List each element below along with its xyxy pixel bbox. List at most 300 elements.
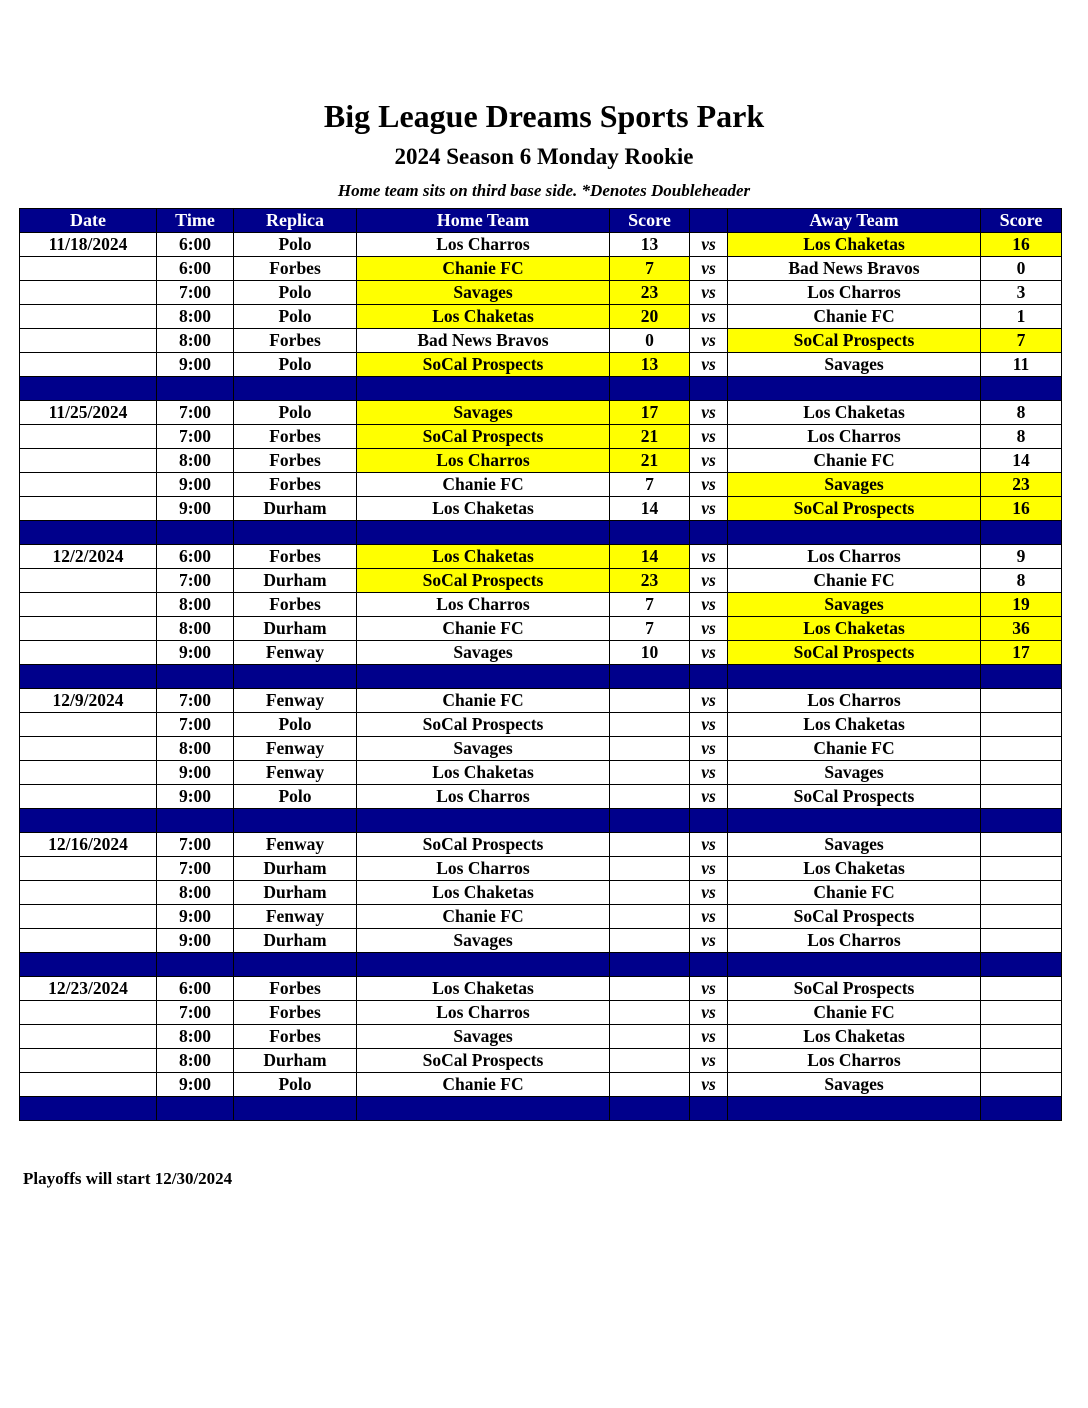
home-team-cell: Los Chaketas [357,761,610,785]
date-cell [20,1001,157,1025]
replica-cell: Forbes [234,1025,357,1049]
away-team-cell: Savages [728,761,981,785]
vs-cell: vs [690,737,728,761]
away-score-cell: 0 [981,257,1062,281]
away-team-cell: Chanie FC [728,305,981,329]
replica-cell: Fenway [234,689,357,713]
replica-cell: Durham [234,617,357,641]
vs-cell: vs [690,905,728,929]
table-row [20,401,1062,425]
vs-cell: vs [690,545,728,569]
home-score-cell [610,929,690,953]
table-row [20,1025,1062,1049]
home-team-cell: Chanie FC [357,689,610,713]
away-score-cell: 19 [981,593,1062,617]
away-score-cell: 8 [981,401,1062,425]
time-cell: 9:00 [157,473,234,497]
vs-cell: vs [690,689,728,713]
separator-cell [357,377,610,401]
separator-cell [234,1097,357,1121]
separator-cell [157,665,234,689]
home-team-cell: Los Charros [357,593,610,617]
table-row [20,473,1062,497]
replica-cell: Polo [234,1073,357,1097]
week-separator-row [20,1097,1062,1121]
date-cell [20,713,157,737]
home-team-cell: Los Chaketas [357,977,610,1001]
away-team-cell: Los Chaketas [728,401,981,425]
vs-cell: vs [690,449,728,473]
separator-cell [690,665,728,689]
time-cell: 6:00 [157,545,234,569]
time-cell: 7:00 [157,281,234,305]
table-row [20,329,1062,353]
time-cell: 7:00 [157,401,234,425]
away-team-cell: Los Chaketas [728,617,981,641]
table-row [20,761,1062,785]
home-team-cell: Los Chaketas [357,881,610,905]
separator-cell [690,521,728,545]
vs-cell: vs [690,353,728,377]
date-cell [20,353,157,377]
home-score-cell: 13 [610,233,690,257]
date-cell [20,857,157,881]
vs-cell: vs [690,761,728,785]
table-row [20,449,1062,473]
time-cell: 9:00 [157,929,234,953]
time-cell: 9:00 [157,905,234,929]
page-title: Big League Dreams Sports Park [323,98,765,134]
replica-cell: Durham [234,857,357,881]
away-team-cell: Bad News Bravos [728,257,981,281]
away-team-cell: SoCal Prospects [728,329,981,353]
time-cell: 8:00 [157,617,234,641]
away-team-cell: SoCal Prospects [728,977,981,1001]
separator-cell [157,521,234,545]
table-row [20,281,1062,305]
home-score-cell: 7 [610,617,690,641]
date-cell [20,425,157,449]
date-cell [20,641,157,665]
vs-cell: vs [690,233,728,257]
separator-cell [157,809,234,833]
away-team-cell: Chanie FC [728,737,981,761]
col-header-home-score: Score [610,209,690,233]
home-team-cell: Los Charros [357,233,610,257]
vs-cell: vs [690,1049,728,1073]
replica-cell: Durham [234,929,357,953]
col-header-replica: Replica [234,209,357,233]
home-score-cell [610,689,690,713]
home-team-cell: Savages [357,641,610,665]
away-score-cell [981,977,1062,1001]
replica-cell: Polo [234,353,357,377]
home-score-cell: 14 [610,545,690,569]
time-cell: 6:00 [157,257,234,281]
vs-cell: vs [690,569,728,593]
table-row [20,617,1062,641]
vs-cell: vs [690,641,728,665]
time-cell: 6:00 [157,977,234,1001]
away-score-cell: 23 [981,473,1062,497]
separator-cell [610,809,690,833]
vs-cell: vs [690,617,728,641]
home-score-cell: 7 [610,473,690,497]
home-score-cell [610,737,690,761]
col-header-time: Time [157,209,234,233]
home-score-cell: 14 [610,497,690,521]
replica-cell: Forbes [234,545,357,569]
separator-cell [728,521,981,545]
table-row [20,593,1062,617]
table-row [20,857,1062,881]
time-cell: 9:00 [157,353,234,377]
separator-cell [234,521,357,545]
date-cell [20,1025,157,1049]
away-team-cell: Los Charros [728,545,981,569]
home-score-cell: 10 [610,641,690,665]
separator-cell [981,809,1062,833]
date-cell: 12/9/2024 [20,689,157,713]
away-team-cell: Los Charros [728,425,981,449]
away-score-cell: 8 [981,425,1062,449]
vs-cell: vs [690,713,728,737]
home-team-cell: Los Charros [357,857,610,881]
away-team-cell: Chanie FC [728,1001,981,1025]
home-score-cell [610,977,690,1001]
home-team-cell: Chanie FC [357,1073,610,1097]
vs-cell: vs [690,497,728,521]
date-cell [20,497,157,521]
away-team-cell: Savages [728,473,981,497]
separator-cell [20,809,157,833]
away-score-cell [981,1073,1062,1097]
week-separator-row [20,521,1062,545]
separator-cell [981,953,1062,977]
time-cell: 9:00 [157,785,234,809]
away-score-cell: 16 [981,497,1062,521]
away-team-cell: Los Charros [728,1049,981,1073]
date-cell: 12/2/2024 [20,545,157,569]
replica-cell: Polo [234,305,357,329]
date-cell [20,593,157,617]
away-score-cell [981,833,1062,857]
home-score-cell: 20 [610,305,690,329]
home-score-cell: 13 [610,353,690,377]
away-score-cell: 9 [981,545,1062,569]
away-team-cell: Chanie FC [728,569,981,593]
separator-cell [20,665,157,689]
replica-cell: Fenway [234,833,357,857]
table-row [20,1001,1062,1025]
home-score-cell: 23 [610,281,690,305]
table-row [20,425,1062,449]
separator-cell [610,1097,690,1121]
time-cell: 6:00 [157,233,234,257]
away-score-cell: 7 [981,329,1062,353]
home-team-cell: Savages [357,737,610,761]
home-score-cell [610,761,690,785]
separator-cell [981,1097,1062,1121]
vs-cell: vs [690,1073,728,1097]
home-team-cell: Los Chaketas [357,545,610,569]
time-cell: 8:00 [157,1025,234,1049]
home-score-cell: 7 [610,593,690,617]
away-score-cell [981,1025,1062,1049]
schedule-body [20,233,1062,1121]
away-score-cell: 17 [981,641,1062,665]
replica-cell: Fenway [234,641,357,665]
away-score-cell [981,785,1062,809]
time-cell: 9:00 [157,1073,234,1097]
date-cell [20,905,157,929]
replica-cell: Durham [234,569,357,593]
date-cell: 11/25/2024 [20,401,157,425]
col-header-vs [690,209,728,233]
away-team-cell: SoCal Prospects [728,497,981,521]
away-score-cell: 16 [981,233,1062,257]
replica-cell: Polo [234,401,357,425]
away-score-cell [981,857,1062,881]
home-team-cell: Los Charros [357,1001,610,1025]
away-team-cell: Los Chaketas [728,857,981,881]
footer-note: Playoffs will start 12/30/2024 [23,1169,233,1188]
away-score-cell: 14 [981,449,1062,473]
away-score-cell [981,1049,1062,1073]
date-cell [20,785,157,809]
week-separator-row [20,665,1062,689]
table-row [20,737,1062,761]
home-team-cell: Los Charros [357,785,610,809]
away-team-cell: SoCal Prospects [728,905,981,929]
home-team-cell: SoCal Prospects [357,353,610,377]
col-header-date: Date [20,209,157,233]
replica-cell: Polo [234,233,357,257]
time-cell: 9:00 [157,761,234,785]
week-separator-row [20,377,1062,401]
separator-cell [20,1097,157,1121]
separator-cell [690,809,728,833]
separator-cell [357,1097,610,1121]
time-cell: 8:00 [157,305,234,329]
date-cell [20,1073,157,1097]
home-team-cell: Bad News Bravos [357,329,610,353]
separator-cell [357,953,610,977]
vs-cell: vs [690,857,728,881]
separator-cell [728,809,981,833]
home-score-cell: 23 [610,569,690,593]
separator-cell [157,953,234,977]
separator-cell [157,377,234,401]
separator-cell [234,377,357,401]
separator-cell [610,521,690,545]
away-score-cell [981,929,1062,953]
table-row [20,1073,1062,1097]
vs-cell: vs [690,593,728,617]
home-score-cell [610,1073,690,1097]
separator-cell [234,665,357,689]
home-score-cell [610,1001,690,1025]
time-cell: 9:00 [157,641,234,665]
away-score-cell: 8 [981,569,1062,593]
separator-cell [981,377,1062,401]
home-score-cell [610,713,690,737]
separator-cell [234,809,357,833]
date-cell [20,929,157,953]
table-row [20,1049,1062,1073]
vs-cell: vs [690,1001,728,1025]
away-score-cell [981,1001,1062,1025]
separator-cell [234,953,357,977]
time-cell: 8:00 [157,449,234,473]
table-row [20,497,1062,521]
home-team-cell: SoCal Prospects [357,833,610,857]
home-team-cell: SoCal Prospects [357,425,610,449]
time-cell: 7:00 [157,425,234,449]
table-row [20,353,1062,377]
col-header-home-team: Home Team [357,209,610,233]
home-score-cell: 0 [610,329,690,353]
home-team-cell: Savages [357,401,610,425]
away-team-cell: Chanie FC [728,449,981,473]
time-cell: 7:00 [157,713,234,737]
separator-cell [728,953,981,977]
vs-cell: vs [690,401,728,425]
time-cell: 7:00 [157,833,234,857]
time-cell: 8:00 [157,329,234,353]
time-cell: 7:00 [157,1001,234,1025]
away-score-cell [981,761,1062,785]
table-row [20,785,1062,809]
away-team-cell: Chanie FC [728,881,981,905]
away-team-cell: Savages [728,353,981,377]
away-team-cell: Los Charros [728,689,981,713]
home-score-cell [610,833,690,857]
away-team-cell: SoCal Prospects [728,785,981,809]
table-row [20,305,1062,329]
home-team-cell: Chanie FC [357,905,610,929]
replica-cell: Forbes [234,1001,357,1025]
home-score-cell [610,905,690,929]
home-team-cell: Los Chaketas [357,305,610,329]
away-team-cell: Savages [728,1073,981,1097]
replica-cell: Polo [234,713,357,737]
separator-cell [981,521,1062,545]
away-team-cell: Los Chaketas [728,1025,981,1049]
away-score-cell: 1 [981,305,1062,329]
separator-cell [357,809,610,833]
home-score-cell: 7 [610,257,690,281]
separator-cell [728,665,981,689]
date-cell [20,761,157,785]
replica-cell: Forbes [234,329,357,353]
separator-cell [690,377,728,401]
away-score-cell [981,737,1062,761]
date-cell: 12/16/2024 [20,833,157,857]
date-cell [20,473,157,497]
separator-cell [20,953,157,977]
replica-cell: Polo [234,281,357,305]
vs-cell: vs [690,281,728,305]
replica-cell: Durham [234,497,357,521]
separator-cell [981,665,1062,689]
table-row [20,257,1062,281]
home-score-cell [610,785,690,809]
away-team-cell: Los Charros [728,929,981,953]
date-cell [20,737,157,761]
table-row [20,713,1062,737]
header-row [20,209,1062,233]
away-score-cell [981,689,1062,713]
date-cell [20,1049,157,1073]
home-score-cell [610,1049,690,1073]
vs-cell: vs [690,329,728,353]
date-cell [20,257,157,281]
date-cell: 11/18/2024 [20,233,157,257]
replica-cell: Forbes [234,593,357,617]
time-cell: 9:00 [157,497,234,521]
time-cell: 8:00 [157,881,234,905]
replica-cell: Durham [234,881,357,905]
separator-cell [728,377,981,401]
separator-cell [610,665,690,689]
home-team-cell: Los Charros [357,449,610,473]
separator-cell [357,665,610,689]
page-subtitle: 2024 Season 6 Monday Rookie [394,144,694,169]
date-cell [20,281,157,305]
replica-cell: Forbes [234,977,357,1001]
schedule-table [19,208,1062,1121]
time-cell: 8:00 [157,1049,234,1073]
week-separator-row [20,809,1062,833]
home-team-cell: SoCal Prospects [357,713,610,737]
table-row [20,545,1062,569]
away-team-cell: Savages [728,593,981,617]
separator-cell [157,1097,234,1121]
table-row [20,977,1062,1001]
home-score-cell [610,857,690,881]
away-team-cell: Los Charros [728,281,981,305]
away-team-cell: Los Chaketas [728,233,981,257]
vs-cell: vs [690,785,728,809]
home-score-cell: 17 [610,401,690,425]
home-score-cell: 21 [610,425,690,449]
vs-cell: vs [690,833,728,857]
replica-cell: Fenway [234,761,357,785]
date-cell [20,305,157,329]
separator-cell [357,521,610,545]
date-cell [20,449,157,473]
home-team-cell: Chanie FC [357,257,610,281]
replica-cell: Forbes [234,425,357,449]
away-score-cell [981,881,1062,905]
time-cell: 7:00 [157,689,234,713]
table-row [20,881,1062,905]
home-team-cell: Chanie FC [357,617,610,641]
replica-cell: Forbes [234,473,357,497]
away-score-cell: 3 [981,281,1062,305]
table-row [20,905,1062,929]
table-row [20,929,1062,953]
separator-cell [20,521,157,545]
table-row [20,569,1062,593]
separator-cell [20,377,157,401]
away-team-cell: SoCal Prospects [728,641,981,665]
vs-cell: vs [690,881,728,905]
replica-cell: Durham [234,1049,357,1073]
home-team-cell: Savages [357,1025,610,1049]
home-team-cell: SoCal Prospects [357,569,610,593]
